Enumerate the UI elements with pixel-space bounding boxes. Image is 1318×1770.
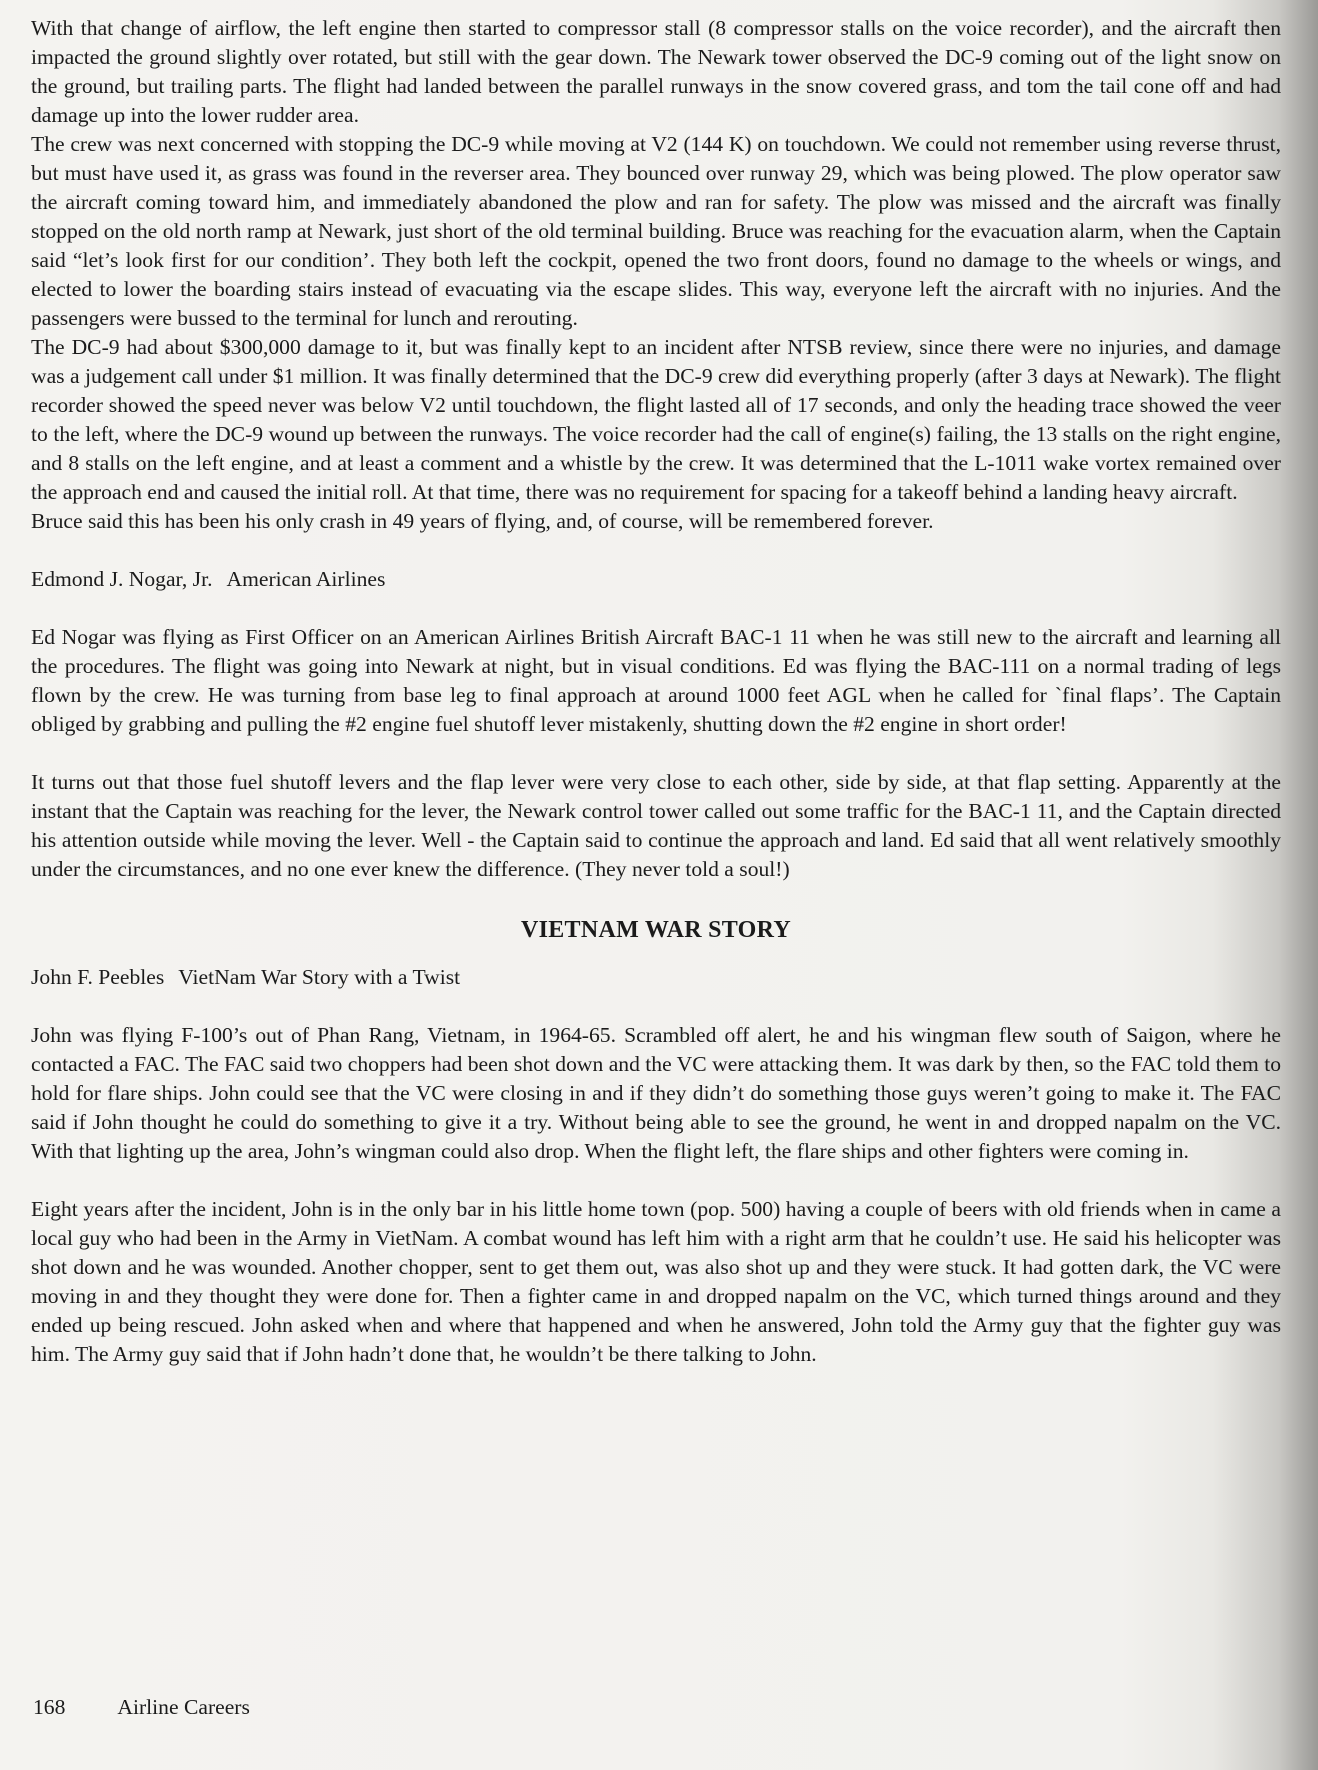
page-footer — [33, 1695, 250, 1720]
section-heading: VIETNAM WAR STORY — [520, 917, 792, 943]
paragraph: The DC-9 had about $300,000 damage to it, but was finally kept to an incident after NTSB review, since there were no injuries, and damage was a judgement call under $1 million. It was finally determined that the DC-9 crew did everything properly (after 3 days at Newark). The flight recorder showed the speed never was below V2 until touchdown, the flight lasted all of 17 seconds, and only the heading trace showed the veer to the left, where the DC-9 wound up between the runways. The voice recorder had the call of engine(s) failing, the 13 stalls on the right engine, and 8 stalls on the left engine, and at least a comment and a whistle by the crew. It was determined that the L-1011 wake vortex remained over the approach end and caused the initial roll. At that time, there was no requirement for spacing for a takeoff behind a landing heavy aircraft. — [31, 335, 1281, 504]
paragraph: It turns out that those fuel shutoff levers and the flap lever were very close to each other, side by side, at that flap setting. Apparently at the instant that the Captain was reaching for the lever, the Newark control tower called out some traffic for the BAC-1 11, and the Captain directed his attention outside while moving the lever. Well - the Captain said to continue the approach and land. Ed said that all went relatively smoothly under the circumstances, and no one ever knew the difference. (They never told a soul!) — [31, 770, 1281, 881]
paragraph: Ed Nogar was flying as First Officer on an American Airlines British Aircraft BAC-1 11 when he was still new to the aircraft and learning all the procedures. The flight was going into Newark at night, but in visual conditions. Ed was flying the BAC-111 on a normal trading of legs flown by the crew. He was turning from base leg to final approach at around 1000 feet AGL when he called for `final flaps’. The Captain obliged by grabbing and pulling the #2 engine fuel shutoff lever mistakenly, shutting down the #2 engine in short order! — [31, 625, 1281, 736]
story-byline-nogar — [31, 565, 1281, 594]
paragraph: Bruce said this has been his only crash in 49 years of flying, and, of course, will be remembered forever. — [31, 509, 934, 533]
paragraph: With that change of airflow, the left engine then started to compressor stall (8 compressor stalls on the voice recorder), and the aircraft then impacted the ground slightly over rotated, but still with the gear down. The Newark tower observed the DC-9 coming out of the light snow on the ground, but trailing parts. The flight had landed between the parallel runways in the snow covered grass, and tom the tail cone off and had damage up into the lower rudder area. — [31, 16, 1281, 127]
paragraph: John was flying F-100’s out of Phan Rang, Vietnam, in 1964-65. Scrambled off alert, he and his wingman flew south of Saigon, where he contacted a FAC. The FAC said two choppers had been shot down and the VC were attacking them. It was dark by then, so the FAC told them to hold for flare ships. John could see that the VC were closing in and if they didn’t do something those guys weren’t going to make it. The FAC said if John thought he could do something to give it a try. Without being able to see the ground, he went in and dropped napalm on the VC. With that lighting up the area, John’s wingman could also drop. When the flight left, the flare ships and other fighters were coming in. — [31, 1023, 1281, 1163]
story-title: VietNam War Story with a Twist — [178, 965, 461, 989]
paragraph: Eight years after the incident, John is in the only bar in his little home town (pop. 500) having a couple of beers with old friends when in came a local guy who had been in the Army in VietNam. A combat wound has left him with a right arm that he couldn’t use. He said his helicopter was shot down and he was wounded. Another chopper, sent to get them out, was also shot up and they were stuck. It had gotten dark, the VC were moving in and they thought they were done for. Then a fighter came in and dropped napalm on the VC, which turned things around and they ended up being rescued. John asked when and where that happened and when he answered, John told the Army guy that the fighter guy was him. The Army guy said that if John hadn’t done that, he wouldn’t be there talking to John. — [31, 1197, 1281, 1366]
author-name: John F. Peebles — [31, 965, 165, 989]
book-title: Airline Careers — [117, 1695, 250, 1719]
author-airline: American Airlines — [226, 567, 386, 591]
page-number: 168 — [33, 1695, 66, 1719]
paragraph: The crew was next concerned with stopping the DC-9 while moving at V2 (144 K) on touchdown. We could not remember using reverse thrust, but must have used it, as grass was found in the reverser area. They bounced over runway 29, which was being plowed. The plow operator saw the aircraft coming toward him, and immediately abandoned the plow and ran for safety. The plow was missed and the aircraft was finally stopped on the old north ramp at Newark, just short of the old terminal building. Bruce was reaching for the evacuation alarm, when the Captain said “let’s look first for our condition’. They both left the cockpit, opened the two front doors, found no damage to the wheels or wings, and elected to lower the boarding stairs instead of evacuating via the escape slides. This way, everyone left the aircraft with no injuries. And the passengers were bussed to the terminal for lunch and rerouting. — [31, 132, 1281, 330]
story-byline-peebles — [31, 963, 1281, 992]
page-body — [31, 14, 1281, 1369]
author-name: Edmond J. Nogar, Jr. — [31, 567, 213, 591]
